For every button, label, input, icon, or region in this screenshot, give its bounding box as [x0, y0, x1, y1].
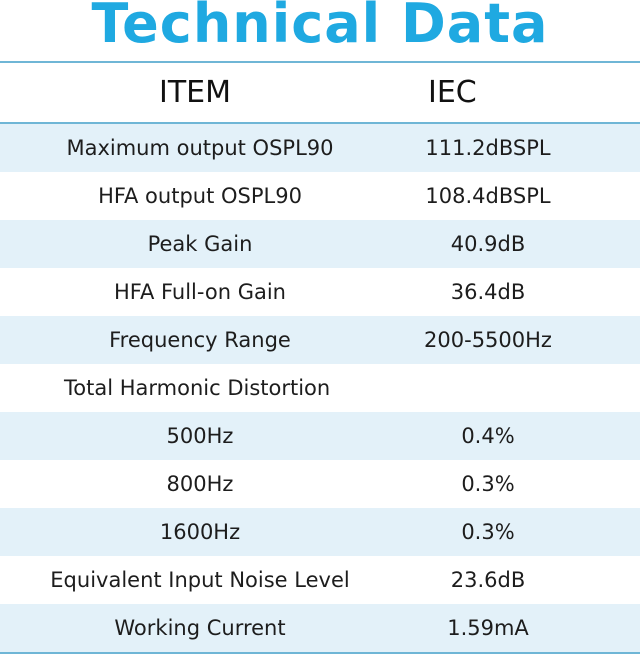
table-row: [0, 172, 640, 220]
row-value: 111.2dBSPL: [425, 136, 551, 160]
row-item: Peak Gain: [147, 232, 253, 256]
technical-data-table: [0, 61, 640, 654]
row-value: 40.9dB: [450, 232, 526, 256]
table-row: [0, 364, 640, 412]
row-item: HFA output OSPL90: [98, 184, 302, 208]
row-value: 200-5500Hz: [424, 328, 552, 352]
row-item: Equivalent Input Noise Level: [50, 568, 350, 592]
row-value: 0.4%: [461, 424, 515, 448]
page-title: Technical Data: [91, 0, 549, 55]
column-header-iec: IEC: [428, 75, 477, 110]
row-item: Total Harmonic Distortion: [64, 376, 331, 400]
table-row: [0, 604, 640, 652]
row-item: 500Hz: [166, 424, 234, 448]
row-value: 36.4dB: [450, 280, 526, 304]
table-row: [0, 460, 640, 508]
row-value: 0.3%: [461, 520, 515, 544]
table-row: [0, 556, 640, 604]
table-row: [0, 508, 640, 556]
row-item: 800Hz: [166, 472, 234, 496]
table-row: [0, 316, 640, 364]
row-item: 1600Hz: [159, 520, 241, 544]
table-row: [0, 268, 640, 316]
row-value: 23.6dB: [450, 568, 526, 592]
table-row: [0, 412, 640, 460]
row-item: HFA Full-on Gain: [114, 280, 286, 304]
row-value: 1.59mA: [447, 616, 529, 640]
table-header-row: [0, 63, 640, 124]
row-value: 0.3%: [461, 472, 515, 496]
row-value: 108.4dBSPL: [425, 184, 551, 208]
row-item: Working Current: [114, 616, 286, 640]
table-row: [0, 220, 640, 268]
table-row: [0, 124, 640, 172]
column-header-item: ITEM: [158, 75, 231, 110]
row-item: Maximum output OSPL90: [66, 136, 334, 160]
row-item: Frequency Range: [109, 328, 291, 352]
